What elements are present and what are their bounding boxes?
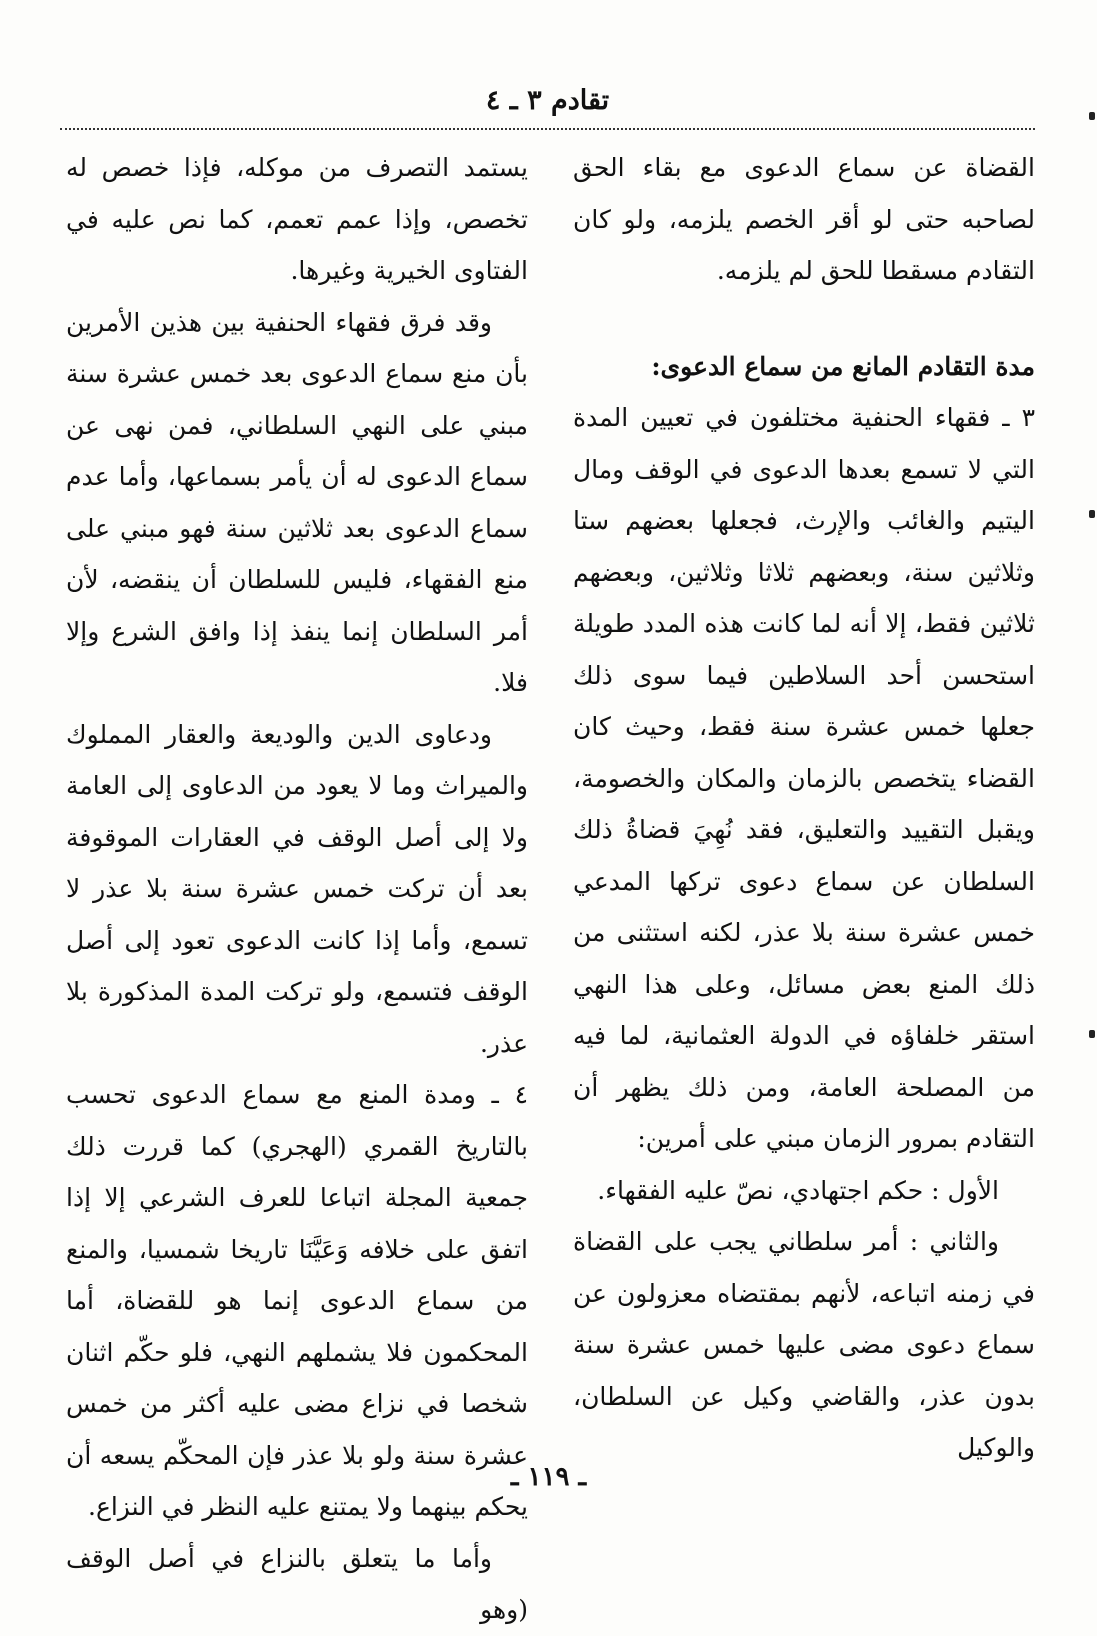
right-paragraph-1: القضاة عن سماع الدعوى مع بقاء الحق لصاحبه حتى لو أقر الخصم يلزمه، ولو كان التقادم مسقطا للحق لم يلزمه. bbox=[573, 153, 1035, 285]
left-paragraph-5: وأما ما يتعلق بالنزاع في أصل الوقف (وهو bbox=[66, 1543, 528, 1624]
left-paragraph-3: ودعاوى الدين والوديعة والعقار المملوك والميراث وما لا يعود من الدعاوى إلى العامة ولا إلى أصل الوقف في العقارات الموقوفة بعد أن تركت خمس عشرة سنة بلا عذر لا تسمع، وأما إذا كانت الدعوى تعود إلى أصل الوقف فتسمع، ولو تركت المدة المذكورة بلا عذر. bbox=[66, 719, 528, 1058]
right-column bbox=[573, 142, 1035, 1474]
right-paragraph-3: الأول : حكم اجتهادي، نصّ عليه الفقهاء. bbox=[597, 1175, 999, 1205]
binding-mark bbox=[1089, 510, 1095, 518]
binding-mark bbox=[1089, 112, 1095, 120]
running-header bbox=[60, 80, 1035, 130]
left-paragraph-4: ٤ ـ ومدة المنع مع سماع الدعوى تحسب بالتاريخ القمري (الهجري) كما قررت ذلك جمعية المجلة اتباعا للعرف الشرعي إلا إذا اتفق على خلافه وَعَيَّنَا تاريخا شمسيا، والمنع من سماع الدعوى إنما هو للقضاة، أما المحكمون فلا يشملهم النهي، فلو حكّم اثنان شخصا في نزاع مضى عليه أكثر من خمس عشرة سنة ولو بلا عذر فإن المحكّم يسعه أن يحكم بينهما ولا يمتنع عليه النظر في النزاع. bbox=[66, 1080, 528, 1521]
section-heading: مدة التقادم المانع من سماع الدعوى: bbox=[651, 351, 1035, 381]
header-title: تقادم ٣ ـ ٤ bbox=[485, 85, 610, 116]
left-paragraph-1: يستمد التصرف من موكله، فإذا خصص له تخصص، وإذا عمم تعمم، كما نص عليه في الفتاوى الخيرية وغيرها. bbox=[66, 153, 528, 285]
right-paragraph-4: والثاني : أمر سلطاني يجب على القضاة في زمنه اتباعه، لأنهم بمقتضاه معزولون عن سماع دعوى مضى عليها خمس عشرة سنة بدون عذر، والقاضي وكيل عن السلطان، والوكيل bbox=[573, 1227, 1035, 1462]
right-paragraph-2: ٣ ـ فقهاء الحنفية مختلفون في تعيين المدة التي لا تسمع بعدها الدعوى في الوقف ومال اليتيم والغائب والإرث، فجعلها بعضهم ستا وثلاثين سنة، وبعضهم ثلاثا وثلاثين، وبعضهم ثلاثين فقط، إلا أنه لما كانت هذه المدد طويلة استحسن أحد السلاطين فيما سوى ذلك جعلها خمس عشرة سنة فقط، وحيث كان القضاء يتخصص بالزمان والمكان والخصومة، ويقبل التقييد والتعليق، فقد نُهِيَ قضاةُ ذلك السلطان عن سماع دعوى تركها المدعي خمس عشرة سنة بلا عذر، لكنه استثنى من ذلك المنع بعض مسائل، وعلى هذا النهي استقر خلفاؤه في الدولة العثمانية، لما فيه من المصلحة العامة، ومن ذلك يظهر أن التقادم بمرور الزمان مبني على أمرين: bbox=[573, 403, 1035, 1153]
left-paragraph-2: وقد فرق فقهاء الحنفية بين هذين الأمرين بأن منع سماع الدعوى بعد خمس عشرة سنة مبني على النهي السلطاني، فمن نهى عن سماع الدعوى له أن يأمر بسماعها، وأما عدم سماع الدعوى بعد ثلاثين سنة فهو مبني على منع الفقهاء، فليس للسلطان أن ينقضه، لأن أمر السلطان إنما ينفذ إذا وافق الشرع وإلا فلا. bbox=[66, 307, 528, 697]
binding-mark bbox=[1089, 1030, 1095, 1038]
page-number: ـ ١١٩ ـ bbox=[510, 1462, 587, 1492]
left-column bbox=[66, 142, 528, 1636]
